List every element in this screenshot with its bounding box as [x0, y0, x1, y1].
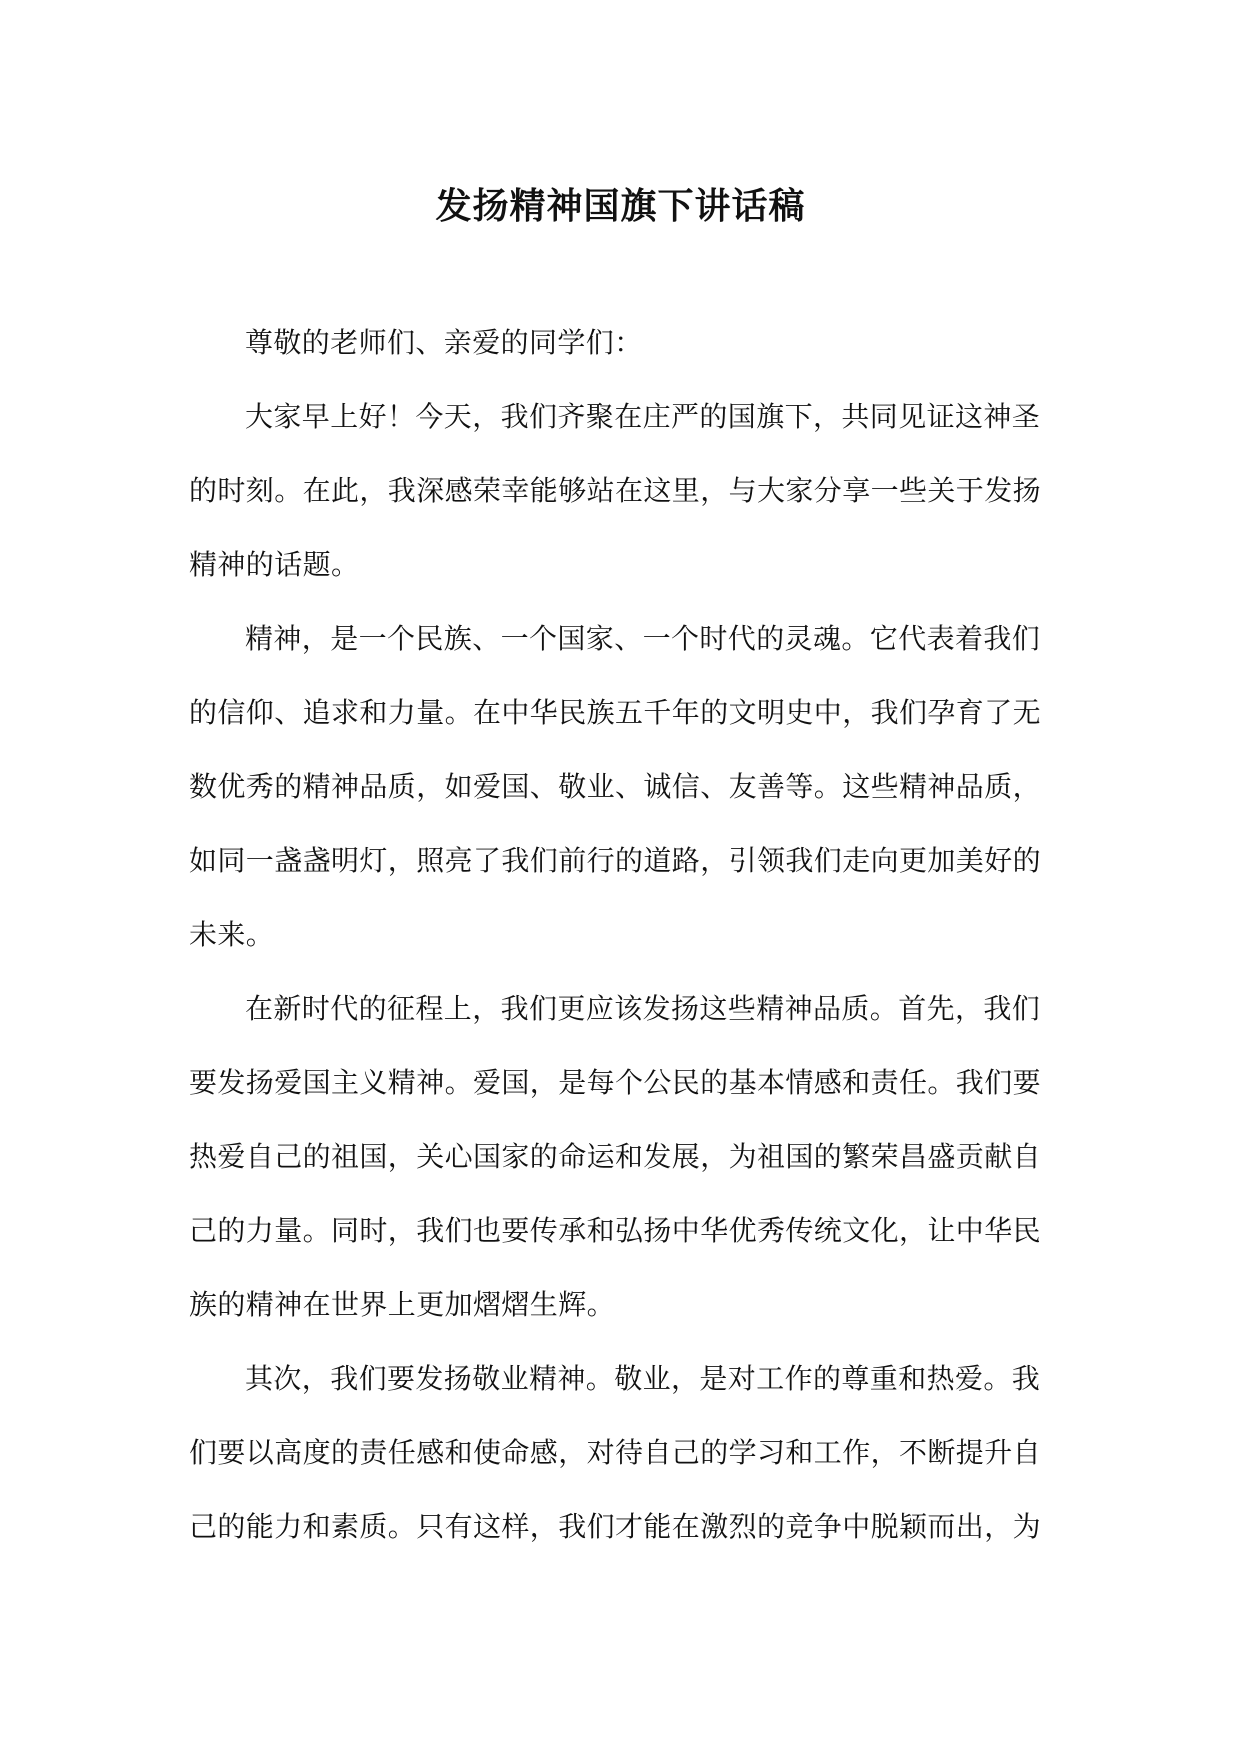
body-line: 如同一盏盏明灯，照亮了我们前行的道路，引领我们走向更加美好的 — [189, 844, 1042, 877]
body-line: 其次，我们要发扬敬业精神。敬业，是对工作的尊重和热爱。我 — [245, 1362, 1041, 1395]
document-title: 发扬精神国旗下讲话稿 — [435, 185, 806, 227]
body-line: 己的能力和素质。只有这样，我们才能在激烈的竞争中脱颖而出，为 — [189, 1510, 1042, 1543]
body-line: 精神，是一个民族、一个国家、一个时代的灵魂。它代表着我们 — [245, 622, 1041, 655]
body-line: 们要以高度的责任感和使命感，对待自己的学习和工作，不断提升自 — [189, 1436, 1042, 1469]
body-line: 己的力量。同时，我们也要传承和弘扬中华优秀传统文化，让中华民 — [189, 1214, 1042, 1247]
body-line: 的时刻。在此，我深感荣幸能够站在这里，与大家分享一些关于发扬 — [189, 474, 1042, 507]
body-line: 要发扬爱国主义精神。爱国，是每个公民的基本情感和责任。我们要 — [189, 1066, 1042, 1099]
body-line: 数优秀的精神品质，如爱国、敬业、诚信、友善等。这些精神品质， — [189, 770, 1042, 803]
body-line: 的信仰、追求和力量。在中华民族五千年的文明史中，我们孕育了无 — [189, 696, 1042, 729]
body-line: 热爱自己的祖国，关心国家的命运和发展，为祖国的繁荣昌盛贡献自 — [189, 1140, 1042, 1173]
body-line: 在新时代的征程上，我们更应该发扬这些精神品质。首先，我们 — [245, 992, 1041, 1025]
document-body — [189, 306, 1055, 1564]
body-line: 大家早上好！今天，我们齐聚在庄严的国旗下，共同见证这神圣 — [245, 400, 1041, 433]
body-line: 未来。 — [189, 918, 275, 951]
body-line: 族的精神在世界上更加熠熠生辉。 — [189, 1288, 616, 1321]
body-line: 精神的话题。 — [189, 548, 360, 581]
body-line: 尊敬的老师们、亲爱的同学们： — [245, 326, 643, 359]
